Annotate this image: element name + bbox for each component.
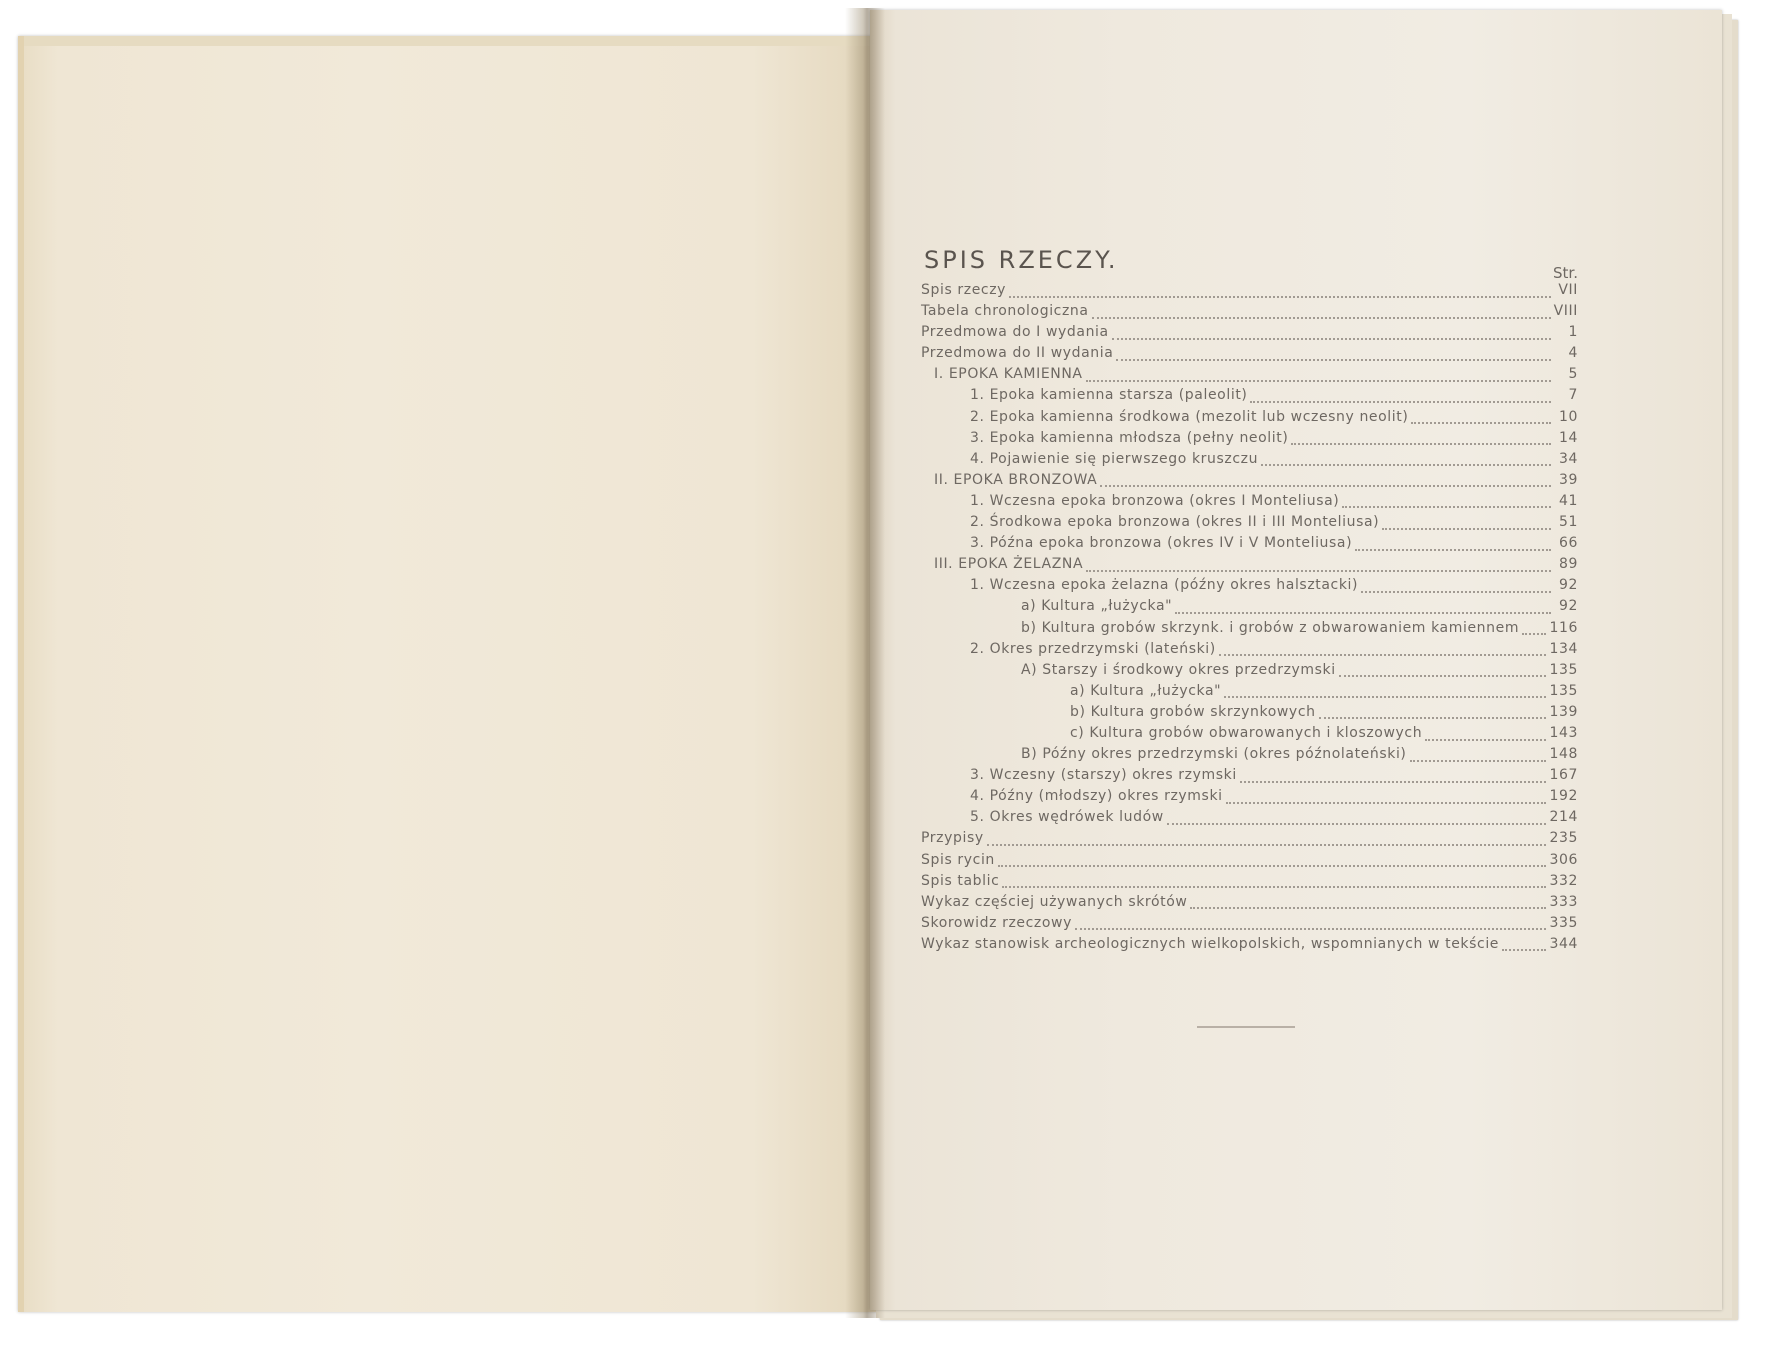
toc-entry-label: c) Kultura grobów obwarowanych i kloszowych: [1070, 724, 1423, 741]
toc-entry: [918, 746, 1578, 767]
toc-entry-page: 51: [1558, 514, 1578, 531]
table-of-contents: [918, 246, 1578, 952]
toc-leader-dots: [1175, 612, 1551, 614]
toc-leader-dots: [1112, 338, 1551, 340]
left-page-blank: [18, 36, 880, 1312]
toc-entry-label: B) Późny okres przedrzymski (okres późnolateński): [1021, 746, 1407, 763]
toc-entry-label: 1. Wczesna epoka żelazna (późny okres halsztacki): [970, 577, 1359, 594]
toc-entry-label: 2. Epoka kamienna środkowa (mezolit lub wczesny neolit): [970, 408, 1409, 425]
toc-entry-label: 3. Późna epoka bronzowa (okres IV i V Monteliusa): [970, 535, 1353, 552]
toc-leader-dots: [1291, 443, 1551, 445]
toc-leader-dots: [1086, 380, 1551, 382]
toc-entry-label: 3. Wczesny (starszy) okres rzymski: [970, 767, 1237, 784]
toc-entry-page: 4: [1568, 345, 1578, 362]
toc-entry-label: Spis rycin: [921, 851, 995, 868]
toc-entry-label: III. EPOKA ŻELAZNA: [934, 556, 1084, 573]
toc-entry: [918, 430, 1578, 451]
toc-entry-label: a) Kultura „łużycka": [1021, 598, 1173, 615]
toc-entry-label: 1. Wczesna epoka bronzowa (okres I Monteliusa): [970, 492, 1340, 509]
toc-entry: [918, 556, 1578, 577]
toc-entry-page: 1: [1568, 324, 1578, 341]
toc-entry-page: 333: [1549, 893, 1578, 910]
toc-leader-dots: [998, 865, 1547, 867]
toc-entry-label: Wykaz stanowisk archeologicznych wielkopolskich, wspomnianych w tekście: [921, 935, 1500, 952]
toc-entry-page: 34: [1558, 450, 1578, 467]
toc-leader-dots: [1240, 781, 1547, 783]
toc-leader-dots: [1502, 949, 1546, 951]
toc-leader-dots: [1411, 422, 1551, 424]
toc-entry-label: 3. Epoka kamienna młodsza (pełny neolit): [970, 429, 1289, 446]
toc-entry: [918, 641, 1578, 662]
toc-leader-dots: [1075, 928, 1547, 930]
toc-leader-dots: [987, 844, 1547, 846]
toc-entry-label: II. EPOKA BRONZOWA: [934, 471, 1098, 488]
toc-entry: [918, 345, 1578, 366]
toc-entry-page: 89: [1558, 556, 1578, 573]
toc-entry-label: A) Starszy i środkowy okres przedrzymski: [1021, 661, 1336, 678]
toc-entry: [918, 282, 1578, 303]
toc-entry-label: 2. Środkowa epoka bronzowa (okres II i III Monteliusa): [970, 514, 1380, 531]
toc-entry-label: I. EPOKA KAMIENNA: [934, 366, 1083, 383]
toc-entry-page: 306: [1549, 851, 1578, 868]
book-gutter: [845, 8, 885, 1318]
toc-entry: [918, 852, 1578, 873]
toc-entry: [918, 577, 1578, 598]
toc-entry: [918, 535, 1578, 556]
toc-leader-dots: [1116, 359, 1551, 361]
toc-leader-dots: [1100, 485, 1551, 487]
toc-entry-page: 14: [1558, 429, 1578, 446]
toc-entry-page: VIII: [1553, 303, 1578, 320]
toc-entry-label: 5. Okres wędrówek ludów: [970, 809, 1164, 826]
toc-entry-label: 1. Epoka kamienna starsza (paleolit): [970, 387, 1248, 404]
toc-entry: [918, 451, 1578, 472]
toc-entry: [918, 387, 1578, 408]
toc-leader-dots: [1002, 886, 1546, 888]
toc-entry: [918, 936, 1578, 957]
toc-entry: [918, 303, 1578, 324]
toc-entry-page: 214: [1549, 809, 1578, 826]
toc-entry: [918, 409, 1578, 430]
toc-entry: [918, 493, 1578, 514]
toc-entry-label: b) Kultura grobów skrzynk. i grobów z obwarowaniem kamiennem: [1021, 619, 1520, 636]
toc-entry: [918, 788, 1578, 809]
toc-entry-page: 10: [1558, 408, 1578, 425]
toc-entry-page: 139: [1549, 703, 1578, 720]
toc-entry: [918, 894, 1578, 915]
toc-entry-page: 41: [1558, 492, 1578, 509]
toc-entry-page: 335: [1549, 914, 1578, 931]
toc-leader-dots: [1092, 317, 1551, 319]
toc-entry: [918, 915, 1578, 936]
toc-entry: [918, 830, 1578, 851]
toc-entry-page: 235: [1549, 830, 1578, 847]
toc-leader-dots: [1219, 654, 1547, 656]
toc-entry: [918, 662, 1578, 683]
toc-entry: [918, 620, 1578, 641]
toc-entry-label: Przedmowa do I wydania: [921, 324, 1109, 341]
toc-entry-page: 135: [1549, 661, 1578, 678]
toc-entry-label: Spis tablic: [921, 872, 1000, 889]
toc-entry-page: 66: [1558, 535, 1578, 552]
toc-entry-label: Skorowidz rzeczowy: [921, 914, 1072, 931]
toc-entry-page: 143: [1549, 724, 1578, 741]
toc-entry-page: 39: [1558, 471, 1578, 488]
toc-entry-label: 4. Pojawienie się pierwszego kruszczu: [970, 450, 1259, 467]
toc-leader-dots: [1410, 760, 1547, 762]
toc-entry-page: VII: [1558, 282, 1578, 298]
toc-entry-label: b) Kultura grobów skrzynkowych: [1070, 703, 1316, 720]
toc-entry: [918, 324, 1578, 345]
toc-leader-dots: [1224, 696, 1546, 698]
toc-entry-page: 134: [1549, 640, 1578, 657]
toc-entry-page: 344: [1549, 935, 1578, 952]
toc-entry: [918, 704, 1578, 725]
toc-entry-page: 92: [1558, 577, 1578, 594]
toc-leader-dots: [1382, 528, 1551, 530]
end-rule: [1197, 1026, 1295, 1028]
toc-entries: [918, 282, 1578, 957]
toc-entry-label: Przypisy: [921, 830, 984, 847]
toc-entry-label: Wykaz częściej używanych skrótów: [921, 893, 1188, 910]
toc-entry: [918, 725, 1578, 746]
toc-leader-dots: [1167, 823, 1547, 825]
page-column-header: Str.: [1553, 264, 1578, 282]
toc-entry: [918, 598, 1578, 619]
toc-entry-page: 7: [1568, 387, 1578, 404]
toc-title: SPIS RZECZY.: [924, 246, 1119, 274]
toc-entry-page: 332: [1549, 872, 1578, 889]
toc-entry-page: 5: [1568, 366, 1578, 383]
toc-entry-label: 2. Okres przedrzymski (lateński): [970, 640, 1216, 657]
toc-entry: [918, 514, 1578, 535]
toc-leader-dots: [1425, 739, 1546, 741]
toc-entry-page: 167: [1549, 767, 1578, 784]
toc-entry: [918, 683, 1578, 704]
toc-entry-page: 92: [1558, 598, 1578, 615]
toc-entry-label: Tabela chronologiczna: [921, 303, 1089, 320]
toc-entry: [918, 767, 1578, 788]
toc-entry-label: Przedmowa do II wydania: [921, 345, 1114, 362]
toc-leader-dots: [1355, 549, 1551, 551]
toc-entry: [918, 809, 1578, 830]
toc-leader-dots: [1261, 464, 1551, 466]
toc-leader-dots: [1190, 907, 1546, 909]
toc-entry-page: 135: [1549, 682, 1578, 699]
toc-entry: [918, 873, 1578, 894]
toc-leader-dots: [1361, 591, 1551, 593]
toc-leader-dots: [1342, 506, 1551, 508]
toc-entry-label: 4. Późny (młodszy) okres rzymski: [970, 788, 1223, 805]
toc-entry-label: Spis rzeczy: [921, 282, 1007, 298]
toc-leader-dots: [1086, 570, 1551, 572]
toc-entry: [918, 366, 1578, 387]
toc-leader-dots: [1522, 633, 1546, 635]
toc-entry: [918, 472, 1578, 493]
toc-entry-page: 116: [1549, 619, 1578, 636]
left-page-top-edge: [24, 36, 880, 46]
toc-leader-dots: [1339, 675, 1547, 677]
toc-entry-page: 192: [1549, 788, 1578, 805]
toc-entry-page: 148: [1549, 746, 1578, 763]
toc-leader-dots: [1226, 802, 1547, 804]
toc-leader-dots: [1250, 401, 1551, 403]
toc-leader-dots: [1319, 717, 1547, 719]
toc-leader-dots: [1009, 296, 1551, 298]
toc-entry-label: a) Kultura „łużycka": [1070, 682, 1222, 699]
